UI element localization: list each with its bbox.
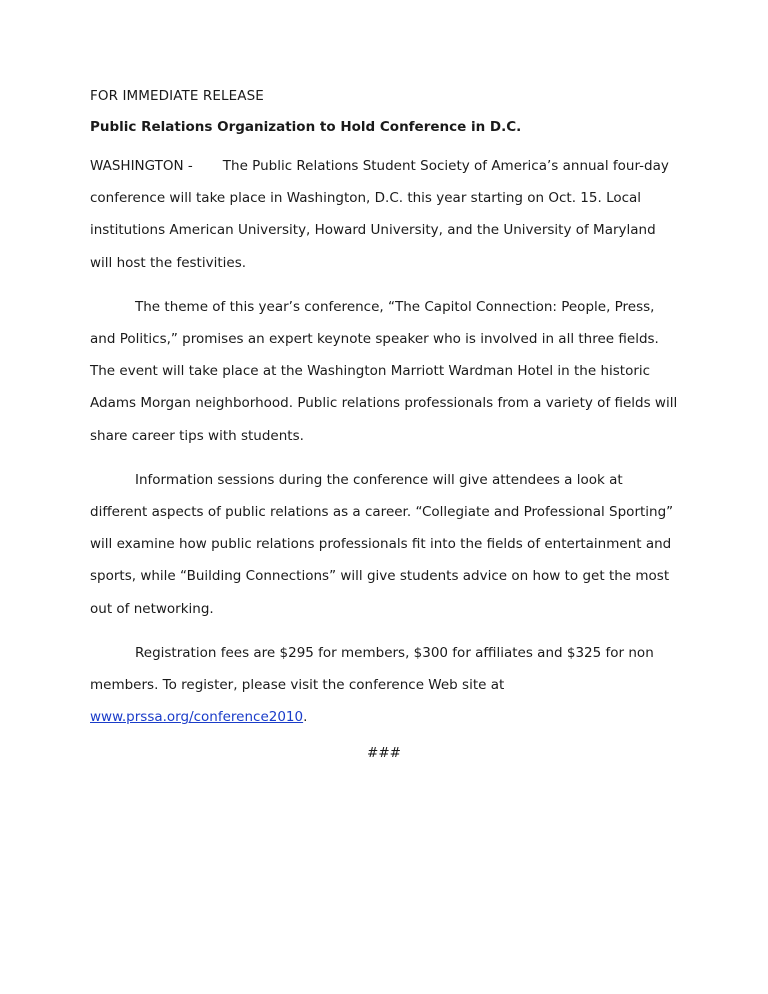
- dateline: WASHINGTON -: [90, 158, 193, 174]
- paragraph-4-text: Registration fees are $295 for members, $300 for affiliates and $325 for non members. To register, please visit the conference Web site at: [90, 644, 654, 694]
- paragraph-4-end: .: [303, 709, 308, 726]
- conference-website-link[interactable]: www.prssa.org/conference2010: [90, 709, 304, 726]
- paragraph-1: [90, 150, 682, 279]
- body-text: [90, 150, 682, 745]
- paragraph-2: [90, 291, 682, 452]
- paragraph-2-text: The theme of this year’s conference, “The Capitol Connection: People, Press, and Politics,” promises an expert keynote speaker who is involved in all three fields. The event will take place at the Washington Marriott Wardman Hotel in the historic Adams Morgan neighborhood. Public relations professionals from a variety of fields will share career tips with students.: [90, 298, 678, 444]
- paragraph-3: [90, 464, 682, 625]
- paragraph-4: [90, 637, 682, 734]
- paragraph-1-text: The Public Relations Student Society of America’s annual four-day conference will take place in Washington, D.C. this year starting on Oct. 15. Local institutions American University, Howard University, and the University of Maryland will host the festivities.: [90, 158, 669, 271]
- paragraph-3-text: Information sessions during the conference will give attendees a look at different aspects of public relations as a career. “Collegiate and Professional Sporting” will examine how public relations professionals fit into the fields of entertainment and sports, while “Building Connections” will give students advice on how to get the most out of networking.: [90, 471, 674, 617]
- end-mark: ###: [367, 745, 401, 761]
- release-label: FOR IMMEDIATE RELEASE: [90, 88, 264, 104]
- headline: Public Relations Organization to Hold Conference in D.C.: [90, 119, 522, 135]
